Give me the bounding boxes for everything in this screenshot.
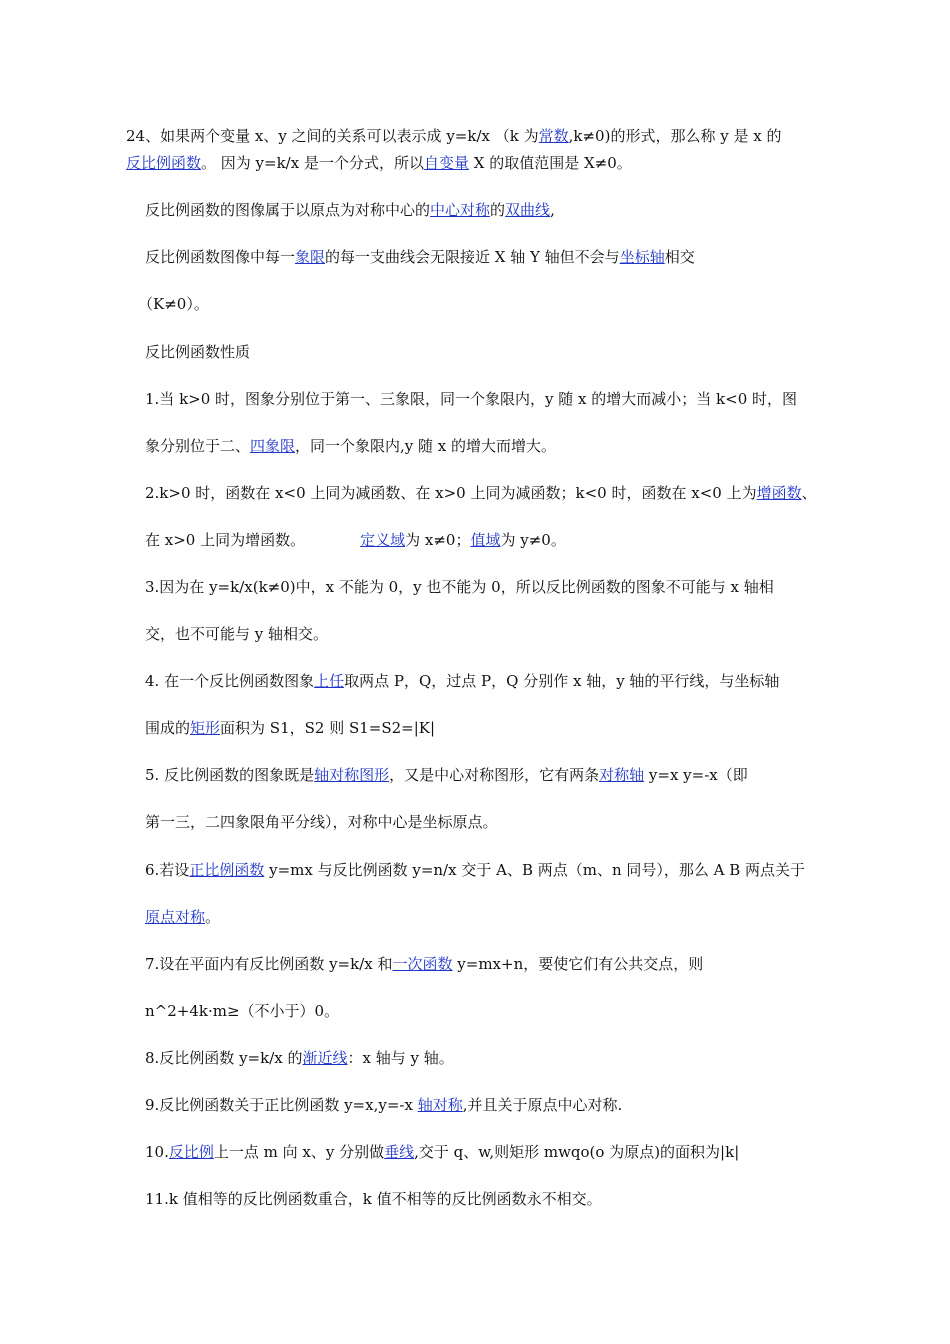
link-linear-function[interactable]: 一次函数 [392, 955, 453, 973]
paragraph-24-line-1 [126, 126, 781, 146]
link-central-symmetry[interactable]: 中心对称 [430, 201, 491, 219]
text: 反比例函数图像中每一 [145, 248, 296, 266]
text: ,交于 q、w,则矩形 mwqo(o 为原点)的面积为|k| [414, 1143, 740, 1161]
text: 1.当 k>0 时，图象分别位于第一、三象限，同一个象限内，y 随 x 的增大而减小；当 k<0 时，图 [145, 390, 798, 408]
property-2-line-2 [145, 530, 566, 550]
text: y=mx 与反比例函数 y=n/x 交于 A、B 两点（m、n 同号），那么 A B 两点关于 [264, 861, 806, 879]
text: ：x 轴与 y 轴。 [347, 1049, 454, 1067]
text: 的每一支曲线会无限接近 X 轴 Y 轴但不会与 [325, 248, 620, 266]
link-axis-of-symmetry[interactable]: 对称轴 [599, 766, 645, 784]
link-asymptote[interactable]: 渐近线 [302, 1049, 348, 1067]
property-2-line-1 [145, 483, 817, 503]
text: 为 x≠0； [405, 531, 471, 549]
text: 5. 反比例函数的图象既是 [145, 766, 315, 784]
property-6-line-2 [145, 907, 220, 927]
text: 围成的 [145, 719, 191, 737]
property-11 [145, 1189, 602, 1209]
text: ，同一个象限内,y 随 x 的增大而增大。 [295, 437, 557, 455]
text: 10. [145, 1143, 169, 1161]
text: 4. 在一个反比例函数图象 [145, 672, 315, 690]
text: n^2+4k·m≥（不小于）0。 [145, 1002, 340, 1020]
text: 为 y≠0。 [500, 531, 566, 549]
text: 。 因为 y=k/x 是一个分式，所以 [201, 154, 424, 172]
link-direct-proportion-function[interactable]: 正比例函数 [189, 861, 265, 879]
link-origin-symmetry[interactable]: 原点对称 [145, 908, 206, 926]
text: 的 [490, 201, 506, 219]
text: 在 x>0 上同为增函数。 [145, 531, 306, 549]
property-4-line-1 [145, 671, 779, 691]
paragraph-24-line-2 [126, 153, 632, 173]
link-fourth-quadrant[interactable]: 四象限 [250, 437, 296, 455]
property-9 [145, 1095, 622, 1115]
text: 2.k>0 时，函数在 x<0 上同为减函数、在 x>0 上同为减函数；k<0 时，函数在 x<0 上为 [145, 484, 757, 502]
link-independent-variable[interactable]: 自变量 [423, 154, 469, 172]
link-range[interactable]: 值域 [470, 531, 501, 549]
link-increasing-function[interactable]: 增函数 [756, 484, 802, 502]
text: 7.设在平面内有反比例函数 y=k/x 和 [145, 955, 393, 973]
property-4-line-2 [145, 718, 435, 738]
text: 交，也不可能与 y 轴相交。 [145, 625, 329, 643]
link-arbitrary[interactable]: 上任 [314, 672, 345, 690]
text: , [550, 201, 555, 219]
property-1-line-1 [145, 389, 797, 409]
property-8 [145, 1048, 454, 1068]
text: ,k≠0)的形式，那么称 y 是 x 的 [568, 127, 782, 145]
text: 相交 [664, 248, 695, 266]
property-5-line-2 [145, 812, 498, 832]
text: 、 [801, 484, 817, 502]
link-hyperbola[interactable]: 双曲线 [505, 201, 551, 219]
text: 取两点 P，Q，过点 P，Q 分别作 x 轴，y 轴的平行线，与坐标轴 [344, 672, 780, 690]
property-1-line-2 [145, 436, 556, 456]
link-coordinate-axis[interactable]: 坐标轴 [619, 248, 665, 266]
property-7-line-2 [145, 1001, 339, 1021]
text: （K≠0）。 [138, 295, 209, 313]
text: 6.若设 [145, 861, 190, 879]
text: ,并且关于原点中心对称. [462, 1096, 623, 1114]
text: 第一三，二四象限角平分线），对称中心是坐标原点。 [145, 813, 498, 831]
text: y=x y=-x（即 [644, 766, 748, 784]
paragraph-graph-symmetry [145, 200, 555, 220]
text: 11.k 值相等的反比例函数重合，k 值不相等的反比例函数永不相交。 [145, 1190, 602, 1208]
property-7-line-1 [145, 954, 703, 974]
paragraph-k-nonzero [138, 294, 209, 314]
text: ，又是中心对称图形，它有两条 [389, 766, 600, 784]
text: 3.因为在 y=k/x(k≠0)中，x 不能为 0，y 也不能为 0，所以反比例函数的图象不可能与 x 轴相 [145, 578, 774, 596]
property-3-line-2 [145, 624, 328, 644]
text: 。 [205, 908, 221, 926]
text: y=mx+n，要使它们有公共交点，则 [452, 955, 704, 973]
section-heading-properties [145, 342, 250, 362]
text: 反比例函数性质 [145, 343, 251, 361]
text: 反比例函数的图像属于以原点为对称中心的 [145, 201, 431, 219]
text: 8.反比例函数 y=k/x 的 [145, 1049, 303, 1067]
text: 上一点 m 向 x、y 分别做 [213, 1143, 385, 1161]
text: 象分别位于二、 [145, 437, 251, 455]
paragraph-asymptote-quadrant [145, 247, 695, 267]
link-inverse-proportion[interactable]: 反比例 [168, 1143, 214, 1161]
property-10 [145, 1142, 739, 1162]
text: 24、如果两个变量 x、y 之间的关系可以表示成 y=k/x （k 为 [126, 127, 539, 145]
text: 9.反比例函数关于正比例函数 y=x,y=-x [145, 1096, 418, 1114]
property-6-line-1 [145, 860, 805, 880]
link-axis-symmetry[interactable]: 轴对称 [417, 1096, 463, 1114]
text: 面积为 S1，S2 则 S1=S2=|K| [220, 719, 436, 737]
property-3-line-1 [145, 577, 774, 597]
link-domain[interactable]: 定义域 [360, 531, 406, 549]
link-perpendicular[interactable]: 垂线 [384, 1143, 415, 1161]
link-inverse-function[interactable]: 反比例函数 [126, 154, 202, 172]
link-constant[interactable]: 常数 [538, 127, 569, 145]
link-axisymmetric-figure[interactable]: 轴对称图形 [314, 766, 390, 784]
link-quadrant[interactable]: 象限 [295, 248, 326, 266]
link-rectangle[interactable]: 矩形 [190, 719, 221, 737]
property-5-line-1 [145, 765, 748, 785]
text: X 的取值范围是 X≠0。 [468, 154, 632, 172]
